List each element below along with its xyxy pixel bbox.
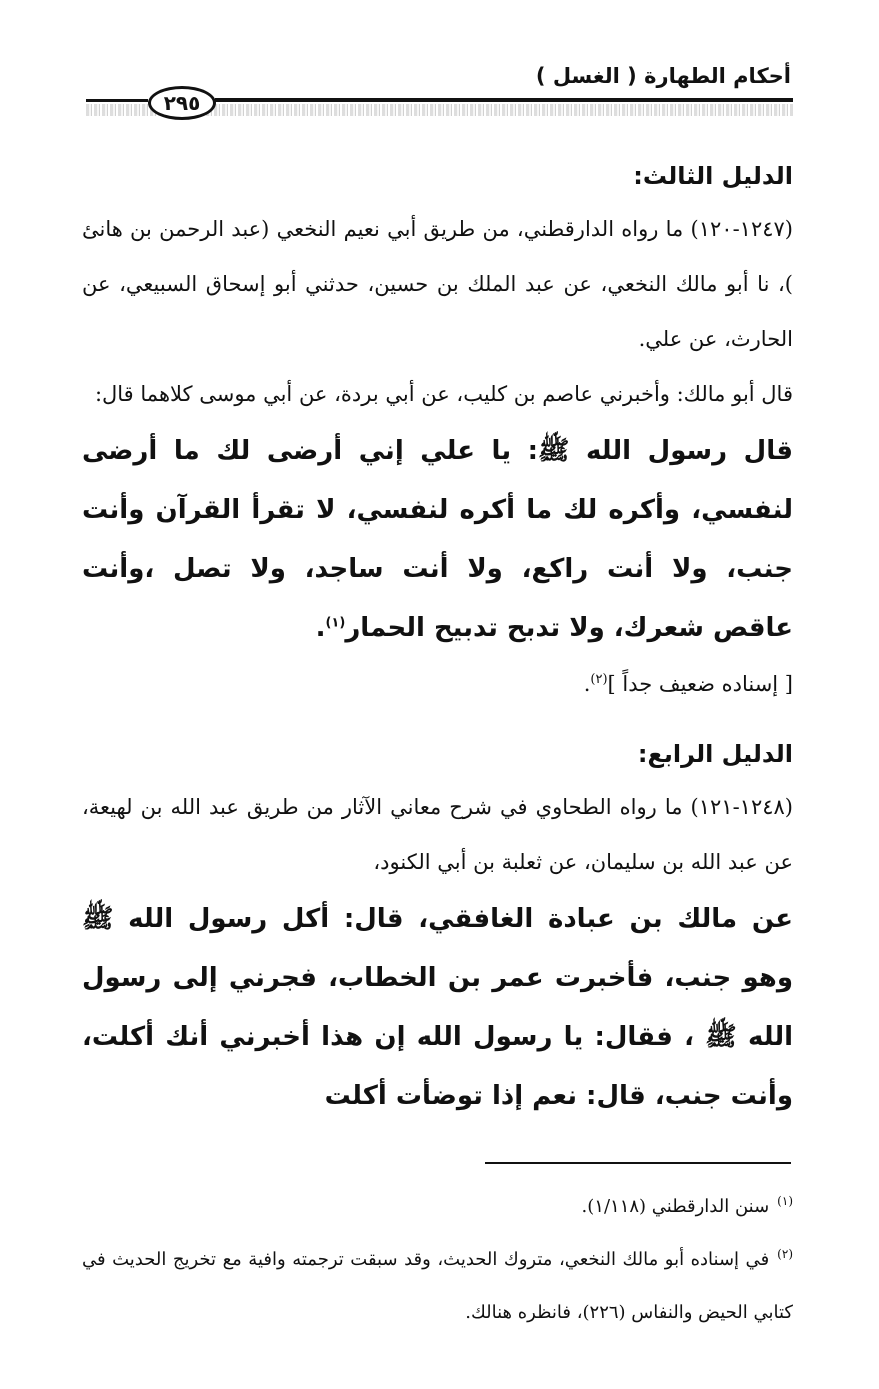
- page-number-badge: ٢٩٥: [148, 86, 216, 120]
- footnote-separator: [485, 1162, 791, 1164]
- hadith-1247-body: قال رسول الله ﷺ: يا علي إني أرضى لك ما أرضى لنفسي، وأكره لك ما أكره لنفسي، لا تقرأ القرآن وأنت جنب، ولا أنت راكع، ولا أنت ساجد، ولا تصل ،وأنت عاقص شعرك، ولا تدبح تدبيح الحمار: [82, 436, 793, 643]
- hadith-text-1247: [82, 422, 793, 658]
- section-heading-third-evidence: الدليل الثالث:: [633, 162, 793, 190]
- running-header-title: أحكام الطهارة ( الغسل ): [535, 64, 791, 88]
- hadith-text-1248: عن مالك بن عبادة الغافقي، قال: أكل رسول الله ﷺ وهو جنب، فأخبرت عمر بن الخطاب، فجرني إلى رسول الله ﷺ ، فقال: يا رسول الله إن هذا أخبرني أنك أكلت، وأنت جنب، قال: نعم إذا توضأت أكلت: [82, 904, 793, 1111]
- header-rule: [215, 98, 793, 102]
- narration-1247-continued: قال أبو مالك: وأخبرني عاصم بن كليب، عن أبي بردة، عن أبي موسى كلاهما قال:: [94, 382, 793, 406]
- footnote-1-number: (١): [777, 1194, 793, 1208]
- hadith-1247-end: .: [315, 613, 326, 643]
- narration-1248: (١٢٤٨-١٢١) ما رواه الطحاوي في شرح معاني الآثار من طريق عبد الله بن لهيعة، عن عبد الله بن سليمان، عن ثعلبة بن أبي الكنود،: [82, 795, 793, 874]
- narration-1247: (١٢٤٧-١٢٠) ما رواه الدارقطني، من طريق أبي نعيم النخعي (عبد الرحمن بن هانئ )، نا أبو مالك النخعي، عن عبد الملك بن حسين، حدثني أبو إسحاق السبيعي، عن الحارث، عن علي.: [82, 217, 793, 351]
- section-heading-fourth-evidence: الدليل الرابع:: [637, 740, 793, 768]
- footnote-2: [82, 1233, 793, 1339]
- footnote-1-text: سنن الدارقطني (١/١١٨).: [581, 1196, 770, 1217]
- header-rule-left: [86, 99, 148, 102]
- main-text: [82, 150, 793, 1126]
- grading-1247-text: [ إسناده ضعيف جداً ]: [607, 672, 793, 696]
- grading-1247: [82, 660, 793, 708]
- grading-1247-end: .: [583, 672, 591, 696]
- footnote-2-text: في إسناده أبو مالك النخعي، متروك الحديث، وقد سبقت ترجمته وافية مع تخريج الحديث في كتابي الحيض والنفاس (٢٢٦)، فانظره هنالك.: [82, 1249, 793, 1323]
- footnote-1: [82, 1180, 793, 1233]
- footnotes: [82, 1180, 793, 1339]
- footnote-ref-1: (١): [325, 615, 346, 631]
- footnote-ref-2: (٢): [590, 672, 608, 687]
- footnote-2-number: (٢): [777, 1247, 793, 1261]
